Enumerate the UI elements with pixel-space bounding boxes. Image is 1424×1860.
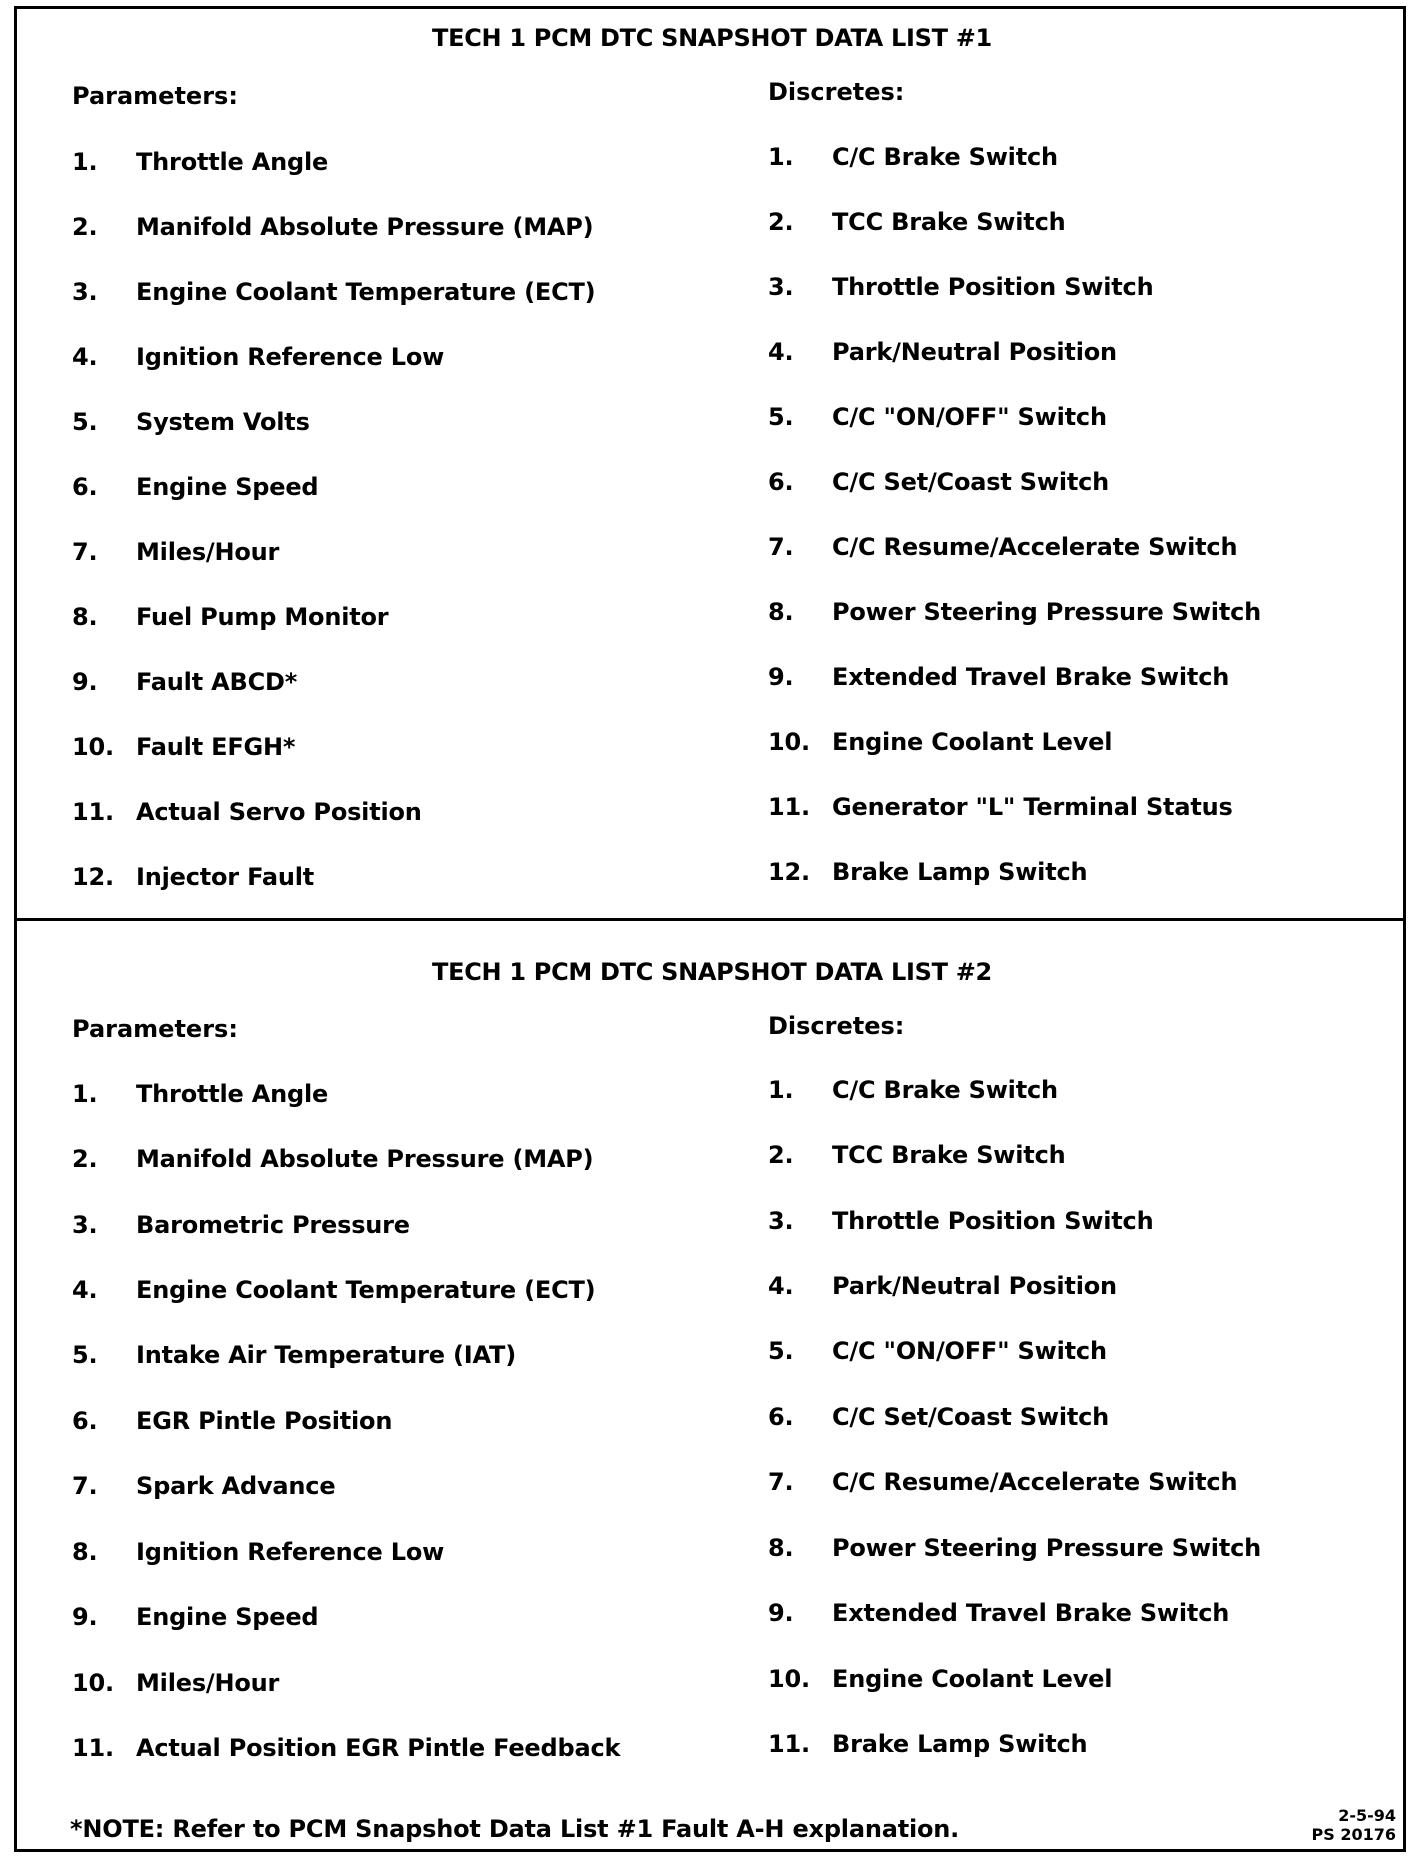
- item-label: Extended Travel Brake Switch: [832, 1599, 1230, 1627]
- item-label: Intake Air Temperature (IAT): [136, 1341, 516, 1369]
- item-number: 4.: [72, 1276, 98, 1304]
- item-label: Generator "L" Terminal Status: [832, 793, 1233, 821]
- item-label: Engine Speed: [136, 473, 319, 501]
- item-label: C/C Set/Coast Switch: [832, 1403, 1110, 1431]
- item-label: Fuel Pump Monitor: [136, 603, 389, 631]
- item-label: Engine Coolant Level: [832, 728, 1113, 756]
- list2-title: TECH 1 PCM DTC SNAPSHOT DATA LIST #2: [432, 958, 992, 986]
- item-number: 5.: [72, 408, 98, 436]
- item-number: 4.: [768, 338, 794, 366]
- item-number: 11.: [72, 798, 114, 826]
- item-number: 5.: [72, 1341, 98, 1369]
- item-label: Ignition Reference Low: [136, 343, 445, 371]
- item-number: 8.: [768, 1534, 794, 1562]
- item-number: 1.: [72, 148, 98, 176]
- item-label: C/C Brake Switch: [832, 1076, 1058, 1104]
- item-number: 6.: [72, 473, 98, 501]
- item-number: 10.: [72, 1669, 114, 1697]
- item-number: 8.: [768, 598, 794, 626]
- list2-parameters-heading: Parameters:: [72, 1015, 238, 1043]
- item-number: 2.: [768, 1141, 794, 1169]
- item-number: 1.: [768, 1076, 794, 1104]
- item-label: Extended Travel Brake Switch: [832, 663, 1230, 691]
- item-number: 2.: [72, 213, 98, 241]
- item-number: 7.: [72, 538, 98, 566]
- list1-parameters-heading: Parameters:: [72, 82, 238, 110]
- item-number: 10.: [72, 733, 114, 761]
- item-number: 11.: [768, 1730, 810, 1758]
- item-number: 7.: [72, 1472, 98, 1500]
- item-number: 12.: [768, 858, 810, 886]
- item-number: 8.: [72, 1538, 98, 1566]
- item-label: Throttle Position Switch: [832, 273, 1154, 301]
- item-label: C/C "ON/OFF" Switch: [832, 403, 1107, 431]
- item-label: Engine Speed: [136, 1603, 319, 1631]
- item-label: System Volts: [136, 408, 310, 436]
- item-number: 6.: [768, 468, 794, 496]
- item-label: Brake Lamp Switch: [832, 858, 1088, 886]
- item-label: Spark Advance: [136, 1472, 336, 1500]
- list1-discretes-heading: Discretes:: [768, 78, 905, 106]
- item-number: 1.: [768, 143, 794, 171]
- item-label: C/C "ON/OFF" Switch: [832, 1337, 1107, 1365]
- item-number: 2.: [72, 1145, 98, 1173]
- item-label: Miles/Hour: [136, 538, 280, 566]
- item-label: Actual Servo Position: [136, 798, 422, 826]
- item-label: Fault ABCD*: [136, 668, 298, 696]
- item-label: Throttle Position Switch: [832, 1207, 1154, 1235]
- item-label: Throttle Angle: [136, 1080, 329, 1108]
- item-label: C/C Set/Coast Switch: [832, 468, 1110, 496]
- item-label: Power Steering Pressure Switch: [832, 598, 1262, 626]
- item-number: 9.: [768, 1599, 794, 1627]
- item-label: Ignition Reference Low: [136, 1538, 445, 1566]
- item-number: 9.: [72, 668, 98, 696]
- item-number: 9.: [72, 1603, 98, 1631]
- item-label: Engine Coolant Temperature (ECT): [136, 1276, 596, 1304]
- item-number: 5.: [768, 403, 794, 431]
- item-number: 4.: [72, 343, 98, 371]
- item-label: Brake Lamp Switch: [832, 1730, 1088, 1758]
- item-number: 8.: [72, 603, 98, 631]
- item-number: 7.: [768, 1468, 794, 1496]
- item-label: EGR Pintle Position: [136, 1407, 393, 1435]
- item-number: 10.: [768, 728, 810, 756]
- section-divider: [14, 918, 1406, 921]
- item-number: 7.: [768, 533, 794, 561]
- item-number: 2.: [768, 208, 794, 236]
- list1-title: TECH 1 PCM DTC SNAPSHOT DATA LIST #1: [432, 24, 992, 52]
- item-number: 12.: [72, 863, 114, 891]
- item-label: Manifold Absolute Pressure (MAP): [136, 213, 594, 241]
- item-number: 3.: [768, 1207, 794, 1235]
- item-label: Injector Fault: [136, 863, 315, 891]
- item-label: TCC Brake Switch: [832, 208, 1066, 236]
- item-number: 9.: [768, 663, 794, 691]
- item-label: TCC Brake Switch: [832, 1141, 1066, 1169]
- document-code: PS 20176: [1311, 1825, 1396, 1844]
- item-number: 1.: [72, 1080, 98, 1108]
- item-number: 6.: [768, 1403, 794, 1431]
- item-label: Engine Coolant Level: [832, 1665, 1113, 1693]
- item-label: Throttle Angle: [136, 148, 329, 176]
- item-label: Actual Position EGR Pintle Feedback: [136, 1734, 621, 1762]
- list2-discretes-heading: Discretes:: [768, 1012, 905, 1040]
- item-label: C/C Resume/Accelerate Switch: [832, 533, 1238, 561]
- item-label: C/C Brake Switch: [832, 143, 1058, 171]
- item-number: 3.: [72, 278, 98, 306]
- item-label: C/C Resume/Accelerate Switch: [832, 1468, 1238, 1496]
- item-label: Park/Neutral Position: [832, 1272, 1117, 1300]
- item-number: 3.: [768, 273, 794, 301]
- item-number: 5.: [768, 1337, 794, 1365]
- item-number: 4.: [768, 1272, 794, 1300]
- item-number: 11.: [72, 1734, 114, 1762]
- item-label: Park/Neutral Position: [832, 338, 1117, 366]
- item-number: 6.: [72, 1407, 98, 1435]
- document-date: 2-5-94: [1338, 1806, 1396, 1825]
- item-label: Power Steering Pressure Switch: [832, 1534, 1262, 1562]
- document-reference: [1312, 1806, 1396, 1844]
- item-label: Barometric Pressure: [136, 1211, 410, 1239]
- item-label: Miles/Hour: [136, 1669, 280, 1697]
- item-number: 10.: [768, 1665, 810, 1693]
- item-label: Manifold Absolute Pressure (MAP): [136, 1145, 594, 1173]
- item-number: 11.: [768, 793, 810, 821]
- item-label: Fault EFGH*: [136, 733, 296, 761]
- item-number: 3.: [72, 1211, 98, 1239]
- footer-note: *NOTE: Refer to PCM Snapshot Data List #1 Fault A-H explanation.: [70, 1815, 960, 1843]
- item-label: Engine Coolant Temperature (ECT): [136, 278, 596, 306]
